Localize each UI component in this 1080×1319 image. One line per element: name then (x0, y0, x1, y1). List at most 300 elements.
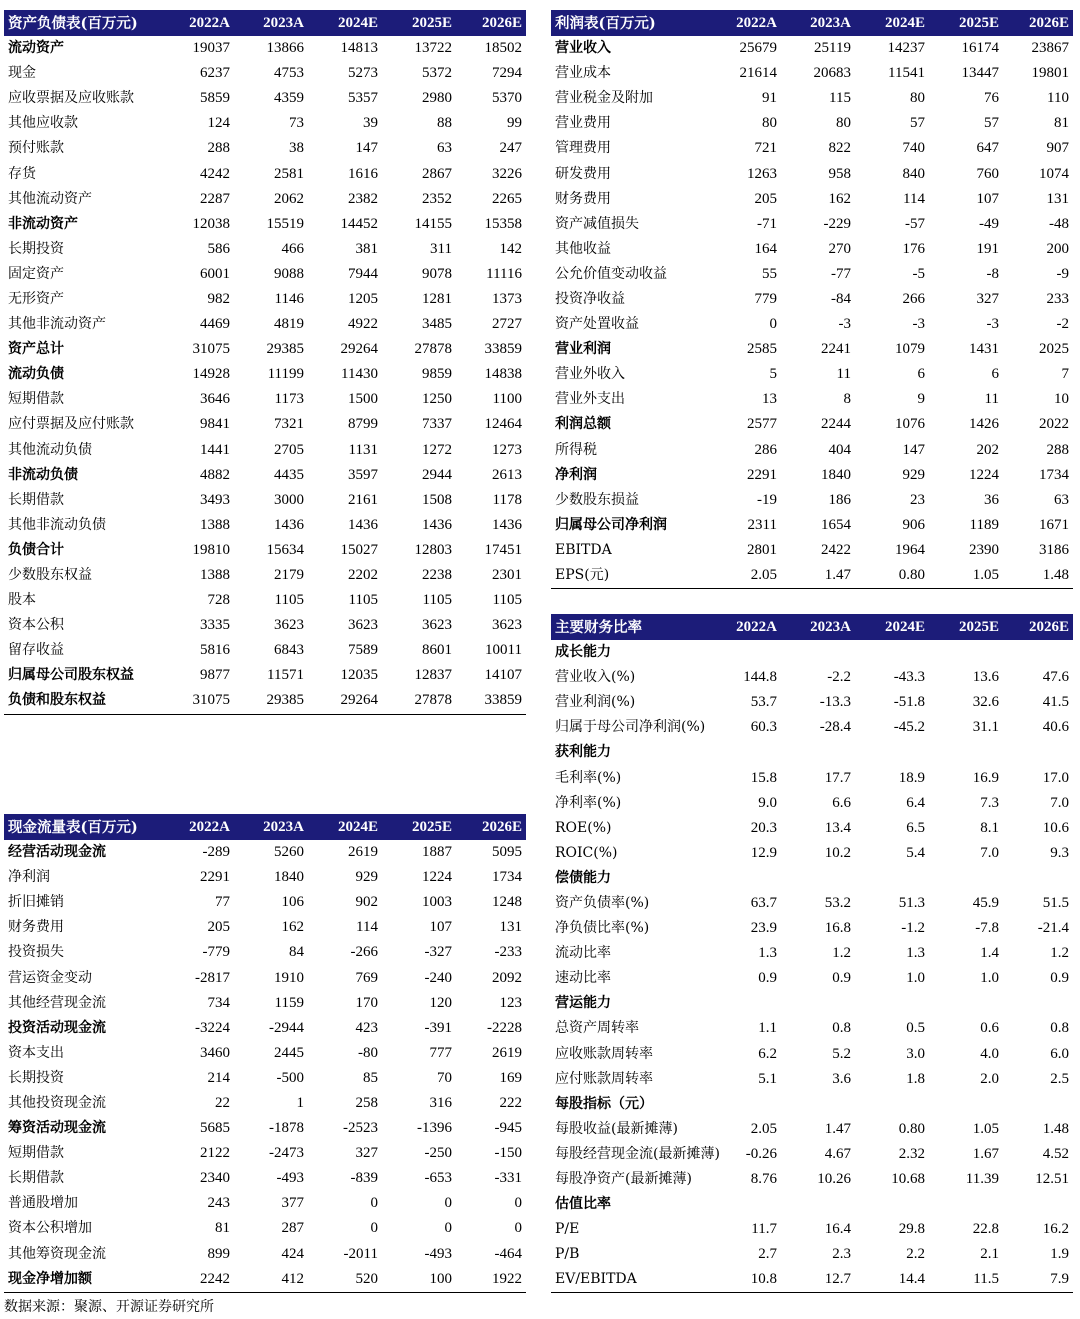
cell-value (781, 1192, 855, 1217)
cell-value: 2352 (422, 190, 452, 207)
cell-value: 33859 (484, 341, 522, 358)
row-label: 短期借款 (8, 1145, 64, 1162)
year-header: 2022A (703, 10, 781, 36)
table-row (551, 262, 1073, 287)
cell-value: 1388 (200, 516, 230, 533)
cell-value: 1105 (422, 592, 452, 609)
table-row (4, 865, 526, 890)
cell-value: 288 (1046, 441, 1069, 458)
cell-value: 11.39 (965, 1171, 999, 1188)
row-label: 存货 (8, 165, 36, 182)
table-row (551, 690, 1073, 715)
table-row (4, 212, 526, 237)
cell-value: 3.6 (832, 1070, 851, 1087)
cell-value: 2287 (200, 190, 230, 207)
row-label: 营业成本 (555, 65, 611, 82)
cell-value: 12.51 (1035, 1171, 1069, 1188)
row-label: 成长能力 (555, 644, 611, 661)
cell-value: 1840 (821, 466, 851, 483)
cell-value (1003, 991, 1073, 1016)
cell-value: 1178 (492, 491, 522, 508)
table-row (4, 965, 526, 990)
table-row (551, 816, 1073, 841)
cell-value: 1003 (422, 894, 452, 911)
cell-value: 4819 (274, 316, 304, 333)
cell-value: 114 (356, 919, 378, 936)
cell-value: 16.9 (972, 769, 999, 786)
cell-value: 7337 (422, 416, 452, 433)
cell-value (855, 866, 929, 891)
cell-value: 1.4 (980, 945, 999, 962)
cell-value: 29264 (308, 688, 382, 714)
row-label: 资产处置收益 (555, 316, 639, 333)
cell-value: 23867 (1031, 40, 1069, 57)
row-label: 管理费用 (555, 140, 611, 157)
table-row (551, 312, 1073, 337)
cell-value: 2311 (747, 516, 777, 533)
cell-value: 164 (754, 240, 777, 257)
cell-value: 2422 (821, 541, 851, 558)
cell-value: -28.4 (819, 719, 851, 736)
cell-value (929, 1192, 1003, 1217)
cell-value: 99 (507, 115, 522, 132)
row-label: 营运能力 (555, 995, 611, 1012)
cell-value: 1887 (422, 844, 452, 861)
cell-value: 760 (976, 165, 999, 182)
cash-flow-table (4, 814, 526, 1293)
table-row (551, 841, 1073, 866)
cell-value: 0 (769, 316, 777, 333)
cell-value (703, 991, 781, 1016)
cell-value: 7321 (274, 416, 304, 433)
cell-value: -9 (1056, 265, 1069, 282)
cell-value: 1105 (274, 592, 304, 609)
row-label: 营业税金及附加 (555, 90, 653, 107)
cell-value: 2619 (348, 844, 378, 861)
year-header: 2023A (234, 10, 308, 36)
row-label: 财务费用 (8, 919, 64, 936)
cell-value (1003, 640, 1073, 665)
cell-value: 6237 (200, 65, 230, 82)
cell-value: 176 (902, 240, 925, 257)
year-header: 2024E (855, 10, 929, 36)
row-label: 应付票据及应付账款 (8, 416, 134, 433)
cell-value: 11571 (267, 667, 304, 684)
cell-value: -266 (350, 944, 378, 961)
cell-value: 247 (499, 140, 522, 157)
table-row (4, 187, 526, 212)
year-header: 2025E (929, 614, 1003, 640)
cell-value: -150 (494, 1145, 522, 1162)
cell-value: 4.67 (824, 1145, 851, 1162)
row-label: 固定资产 (8, 265, 64, 282)
table-row (551, 640, 1073, 665)
cell-value: 0.80 (855, 563, 929, 589)
table-row (4, 1191, 526, 1216)
table-row (551, 866, 1073, 891)
cell-value: 80 (836, 115, 851, 132)
cell-value: -945 (494, 1120, 522, 1137)
cell-value: -327 (424, 944, 452, 961)
cell-value: 734 (207, 994, 230, 1011)
cell-value: 10.8 (703, 1267, 781, 1293)
cell-value: 4469 (200, 316, 230, 333)
cell-value: 1079 (895, 341, 925, 358)
cell-value: 1272 (422, 441, 452, 458)
cell-value: 1500 (348, 391, 378, 408)
cell-value: -464 (494, 1245, 522, 1262)
cell-value: 12837 (414, 667, 452, 684)
cell-value: 205 (207, 919, 230, 936)
cell-value: -653 (424, 1170, 452, 1187)
cell-value: 1.9 (1050, 1246, 1069, 1263)
table-row (4, 688, 526, 714)
table-title: 资产负债表(百万元) (4, 10, 156, 36)
cell-value: 2062 (274, 190, 304, 207)
cell-value: 1131 (348, 441, 378, 458)
cell-value: 19801 (1031, 65, 1069, 82)
cell-value: 6 (991, 366, 999, 383)
cell-value (1003, 1092, 1073, 1117)
row-label: 营业利润 (555, 341, 611, 358)
cell-value: 1224 (422, 869, 452, 886)
table-row (551, 513, 1073, 538)
row-label: 营业费用 (555, 115, 611, 132)
year-header: 2026E (1003, 614, 1073, 640)
cell-value (929, 991, 1003, 1016)
cell-value: -7.8 (975, 920, 999, 937)
year-header: 2025E (382, 814, 456, 840)
table-row (551, 387, 1073, 412)
row-label: 负债合计 (8, 541, 64, 558)
row-label: 应付账款周转率 (555, 1070, 653, 1087)
cell-value: 1273 (492, 441, 522, 458)
table-row (551, 1092, 1073, 1117)
cell-value: 520 (308, 1267, 382, 1293)
table-row (4, 36, 526, 61)
table-row (4, 1242, 526, 1267)
cell-value: 3460 (200, 1044, 230, 1061)
table-row (551, 187, 1073, 212)
cell-value: 14928 (192, 366, 230, 383)
table-row (551, 665, 1073, 690)
year-header: 2025E (929, 10, 1003, 36)
row-label: 营业外支出 (555, 391, 625, 408)
cell-value: 107 (429, 919, 452, 936)
table-row (551, 161, 1073, 186)
cell-value: 0 (370, 1220, 378, 1237)
row-label: 净利润 (8, 869, 50, 886)
cell-value: 6.2 (758, 1045, 777, 1062)
row-label: 所得税 (555, 441, 597, 458)
cell-value: 3000 (274, 491, 304, 508)
cell-value: 3597 (348, 466, 378, 483)
cell-value: 6 (917, 366, 925, 383)
cell-value: -1878 (269, 1120, 304, 1137)
row-label: P/E (555, 1221, 580, 1238)
table-row (551, 61, 1073, 86)
cell-value: 1436 (422, 516, 452, 533)
row-label: 资产减值损失 (555, 215, 639, 232)
cell-value: 1388 (200, 567, 230, 584)
table-row (4, 1166, 526, 1191)
cell-value: 13.4 (824, 819, 851, 836)
cell-value: 1922 (456, 1267, 526, 1293)
row-label: 长期借款 (8, 1170, 64, 1187)
cell-value: 1426 (969, 416, 999, 433)
table-row (4, 1091, 526, 1116)
row-label: 股本 (8, 592, 36, 609)
table-row (551, 1117, 1073, 1142)
cell-value: -391 (424, 1019, 452, 1036)
cell-value: 1616 (348, 165, 378, 182)
cell-value: 1 (296, 1094, 304, 1111)
table-row (4, 1267, 526, 1293)
cell-value: 6.5 (906, 819, 925, 836)
cell-value: 586 (207, 240, 230, 257)
cell-value: 31.1 (972, 719, 999, 736)
year-header: 2024E (855, 614, 929, 640)
row-label: 利润总额 (555, 416, 611, 433)
cell-value: 0 (444, 1220, 452, 1237)
cell-value: 6.0 (1050, 1045, 1069, 1062)
cell-value: 12038 (192, 215, 230, 232)
cell-value: 80 (910, 90, 925, 107)
cell-value: 9.0 (758, 794, 777, 811)
table-row (4, 237, 526, 262)
cell-value: -779 (202, 944, 230, 961)
cell-value: -77 (831, 265, 851, 282)
row-label: 普通股增加 (8, 1195, 78, 1212)
cell-value: 2092 (492, 969, 522, 986)
cell-value: 0.8 (832, 1020, 851, 1037)
table-row (4, 840, 526, 865)
cell-value: 9 (917, 391, 925, 408)
cell-value: 6843 (274, 642, 304, 659)
cell-value: 10.26 (817, 1171, 851, 1188)
row-label: 长期投资 (8, 240, 64, 257)
table-row (4, 337, 526, 362)
cell-value: 2581 (274, 165, 304, 182)
row-label: 每股经营现金流(最新摊薄) (555, 1145, 720, 1162)
cell-value: 2801 (747, 541, 777, 558)
cell-value: 84 (289, 944, 304, 961)
cell-value: 144.8 (743, 669, 777, 686)
row-label: 无形资产 (8, 290, 64, 307)
cell-value: 29.8 (898, 1221, 925, 1238)
cell-value: 2705 (274, 441, 304, 458)
table-row (551, 287, 1073, 312)
cell-value: 12803 (414, 541, 452, 558)
cell-value: 2022 (1039, 416, 1069, 433)
cell-value: -3 (838, 316, 851, 333)
cell-value: 740 (902, 140, 925, 157)
cell-value: 2291 (200, 869, 230, 886)
table-row (551, 136, 1073, 161)
table-row (551, 438, 1073, 463)
cell-value: -45.2 (893, 719, 925, 736)
cell-value: 10.6 (1042, 819, 1069, 836)
cell-value: 169 (499, 1069, 522, 1086)
cell-value: 12.9 (750, 844, 777, 861)
table-row (551, 237, 1073, 262)
cell-value: 958 (828, 165, 851, 182)
cell-value: 1.3 (906, 945, 925, 962)
cell-value: 777 (429, 1044, 452, 1061)
cell-value: 10.2 (824, 844, 851, 861)
cell-value: 2445 (274, 1044, 304, 1061)
table-row (551, 538, 1073, 563)
row-label: 留存收益 (8, 642, 64, 659)
row-label: 营业外收入 (555, 366, 625, 383)
table-row (4, 991, 526, 1016)
cell-value: 214 (207, 1069, 230, 1086)
cell-value: 9088 (274, 265, 304, 282)
cell-value: 1.48 (1042, 1120, 1069, 1137)
cell-value (929, 640, 1003, 665)
cell-value: 728 (207, 592, 230, 609)
table-row (4, 136, 526, 161)
year-header: 2026E (456, 10, 526, 36)
cell-value: 47.6 (1042, 669, 1069, 686)
cell-value: 3226 (492, 165, 522, 182)
cell-value: 17.0 (1042, 769, 1069, 786)
cell-value: 3623 (348, 617, 378, 634)
cell-value: 769 (355, 969, 378, 986)
cell-value: -13.3 (819, 694, 851, 711)
cell-value (929, 866, 1003, 891)
cell-value: 12.7 (781, 1267, 855, 1293)
cell-value: 0 (514, 1195, 522, 1212)
cell-value: 142 (499, 240, 522, 257)
row-label: 其他流动资产 (8, 190, 92, 207)
row-label: 长期借款 (8, 491, 64, 508)
table-header-row (551, 614, 1073, 640)
row-label: 净利润 (555, 466, 597, 483)
cell-value (703, 866, 781, 891)
cell-value: 2577 (747, 416, 777, 433)
table-title: 现金流量表(百万元) (4, 814, 156, 840)
cell-value (855, 1092, 929, 1117)
cell-value: -8 (986, 265, 999, 282)
cell-value: 6.6 (832, 794, 851, 811)
table-row (4, 1016, 526, 1041)
row-label: 营业利润(%) (555, 694, 636, 711)
cell-value: 20.3 (750, 819, 777, 836)
cell-value: 8.76 (750, 1171, 777, 1188)
cell-value: 7.9 (1003, 1267, 1073, 1293)
cell-value: 12035 (340, 667, 378, 684)
table-row (551, 941, 1073, 966)
cell-value: 2241 (821, 341, 851, 358)
year-header: 2026E (1003, 10, 1073, 36)
cell-value: 1074 (1039, 165, 1069, 182)
cell-value: 11116 (486, 265, 522, 282)
cell-value: 0.9 (758, 970, 777, 987)
cell-value: 88 (437, 115, 452, 132)
cell-value: 2340 (200, 1170, 230, 1187)
cell-value: 243 (207, 1195, 230, 1212)
cell-value: -3224 (195, 1019, 230, 1036)
cell-value: 100 (382, 1267, 456, 1293)
cell-value: 1734 (492, 869, 522, 886)
row-label: 预付账款 (8, 140, 64, 157)
cell-value: 27878 (382, 688, 456, 714)
cell-value: 377 (281, 1195, 304, 1212)
row-label: 其他投资现金流 (8, 1094, 106, 1111)
cell-value (929, 1092, 1003, 1117)
cell-value: 3186 (1039, 541, 1069, 558)
table-row (551, 1192, 1073, 1217)
cell-value: 73 (289, 115, 304, 132)
cell-value: 5260 (274, 844, 304, 861)
table-row (551, 1016, 1073, 1041)
cell-value: 1100 (492, 391, 522, 408)
table-row (551, 966, 1073, 991)
cell-value: 1250 (422, 391, 452, 408)
cell-value: 7.3 (980, 794, 999, 811)
cell-value: 3335 (200, 617, 230, 634)
cell-value: 81 (1054, 115, 1069, 132)
table-row (4, 61, 526, 86)
row-label: 归属母公司股东权益 (8, 667, 134, 684)
cell-value: 53.7 (750, 694, 777, 711)
cell-value (781, 866, 855, 891)
row-label: 现金净增加额 (4, 1267, 156, 1293)
cell-value (855, 1192, 929, 1217)
table-row (551, 765, 1073, 790)
row-label: 每股净资产(最新摊薄) (555, 1171, 692, 1188)
cell-value: -51.8 (893, 694, 925, 711)
cell-value: 200 (1046, 240, 1069, 257)
cell-value: 186 (828, 491, 851, 508)
cell-value: 258 (355, 1094, 378, 1111)
row-label: ROIC(%) (555, 844, 618, 861)
cell-value: 286 (754, 441, 777, 458)
cell-value: 1224 (969, 466, 999, 483)
row-label: 速动比率 (555, 970, 611, 987)
cell-value: 16.8 (824, 920, 851, 937)
cell-value: -2228 (487, 1019, 522, 1036)
cell-value (855, 740, 929, 765)
cell-value: 0 (444, 1195, 452, 1212)
cell-value: 10 (1054, 391, 1069, 408)
cell-value: 2980 (422, 90, 452, 107)
cell-value (1003, 740, 1073, 765)
table-row (4, 1216, 526, 1241)
cell-value: -1396 (417, 1120, 452, 1137)
cell-value: 1.05 (972, 1120, 999, 1137)
cell-value: 1840 (274, 869, 304, 886)
year-header: 2025E (382, 10, 456, 36)
cell-value: 2382 (348, 190, 378, 207)
row-label: 总资产周转率 (555, 1020, 639, 1037)
cell-value (929, 740, 1003, 765)
cell-value: 21614 (739, 65, 777, 82)
table-row (551, 1142, 1073, 1167)
cell-value (855, 640, 929, 665)
cell-value: 17.7 (824, 769, 851, 786)
cell-value: 3623 (274, 617, 304, 634)
cell-value: 5095 (492, 844, 522, 861)
cell-value: 1436 (274, 516, 304, 533)
cell-value: 76 (984, 90, 999, 107)
table-row (4, 111, 526, 136)
cell-value: 1263 (747, 165, 777, 182)
cell-value: 907 (1046, 140, 1069, 157)
cell-value: 63 (1054, 491, 1069, 508)
cell-value: 1.48 (1003, 563, 1073, 589)
